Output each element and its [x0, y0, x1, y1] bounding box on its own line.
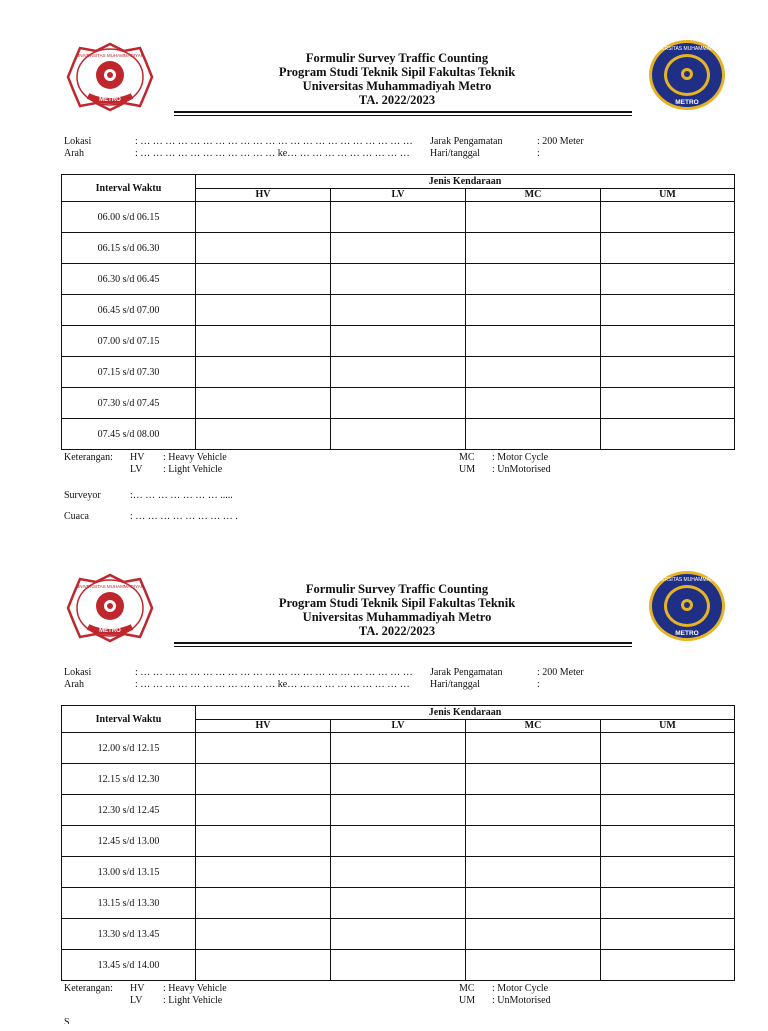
table-row: [62, 326, 735, 357]
count-cell-lv[interactable]: [331, 950, 466, 981]
table-row: [62, 733, 735, 764]
title-line-3: Universitas Muhammadiyah Metro: [302, 610, 492, 624]
table-row: [62, 826, 735, 857]
interval-cell: 07.00 s/d 07.15: [62, 326, 196, 357]
col-hv: HV: [196, 719, 331, 733]
interval-cell: 12.30 s/d 12.45: [62, 795, 196, 826]
table-row: [62, 950, 735, 981]
count-cell-mc[interactable]: [466, 857, 601, 888]
hari-label: Hari/tanggal: [430, 148, 480, 159]
table-row: [62, 264, 735, 295]
legend-label: Keterangan:: [64, 452, 113, 463]
count-cell-lv[interactable]: [331, 264, 466, 295]
col-um: UM: [601, 188, 735, 202]
count-cell-hv[interactable]: [196, 326, 331, 357]
count-cell-mc[interactable]: [466, 888, 601, 919]
count-cell-um[interactable]: [601, 795, 735, 826]
count-cell-hv[interactable]: [196, 857, 331, 888]
count-cell-um[interactable]: [601, 233, 735, 264]
col-hv: HV: [196, 188, 331, 202]
university-logo-red: [66, 573, 154, 643]
interval-cell: 06.30 s/d 06.45: [62, 264, 196, 295]
legend-um-desc: : UnMotorised: [492, 995, 551, 1006]
count-cell-lv[interactable]: [331, 388, 466, 419]
legend-lv-code: LV: [130, 464, 143, 475]
count-cell-lv[interactable]: [331, 357, 466, 388]
count-cell-hv[interactable]: [196, 950, 331, 981]
count-cell-um[interactable]: [601, 826, 735, 857]
lokasi-label: Lokasi: [64, 136, 92, 147]
count-cell-mc[interactable]: [466, 419, 601, 450]
vehicle-type-header: Jenis Kendaraan: [196, 706, 735, 720]
cuaca-value[interactable]: : … … … … … … … … .: [130, 511, 238, 522]
legend-hv-code: HV: [130, 983, 145, 994]
count-cell-mc[interactable]: [466, 764, 601, 795]
surveyor-label-cutoff: S: [64, 1017, 70, 1024]
interval-cell: 13.45 s/d 14.00: [62, 950, 196, 981]
count-cell-hv[interactable]: [196, 795, 331, 826]
count-cell-lv[interactable]: [331, 826, 466, 857]
traffic-count-table: [61, 174, 735, 450]
legend-mc-desc: : Motor Cycle: [492, 452, 549, 463]
count-cell-mc[interactable]: [466, 326, 601, 357]
count-cell-um[interactable]: [601, 295, 735, 326]
logo-right-text: UNIVERSITAS MUHAMMADIYAH: [649, 577, 725, 583]
header-rule-thick: [174, 642, 632, 644]
logo-left-text: UNIVERSITAS MUHAMMADIYAH: [75, 584, 145, 589]
legend-hv-desc: : Heavy Vehicle: [163, 452, 227, 463]
title-line-1: Formulir Survey Traffic Counting: [305, 582, 489, 596]
logo-left-text: UNIVERSITAS MUHAMMADIYAH: [75, 53, 145, 58]
title-line-4: TA. 2022/2023: [358, 624, 436, 638]
title-line-3: Universitas Muhammadiyah Metro: [302, 79, 492, 93]
jarak-value: : 200 Meter: [537, 667, 584, 678]
arah-value: : … … … … … … … … … … … ke… … … … … … … … … …: [135, 148, 410, 159]
col-lv: LV: [331, 188, 466, 202]
count-cell-mc[interactable]: [466, 950, 601, 981]
table-row: [62, 857, 735, 888]
count-cell-mc[interactable]: [466, 233, 601, 264]
legend-lv-desc: : Light Vehicle: [163, 995, 223, 1006]
table-row: [62, 233, 735, 264]
lokasi-label: Lokasi: [64, 667, 92, 678]
interval-header: Interval Waktu: [62, 706, 196, 733]
count-cell-mc[interactable]: [466, 264, 601, 295]
col-um: UM: [601, 719, 735, 733]
count-cell-lv[interactable]: [331, 419, 466, 450]
count-cell-hv[interactable]: [196, 264, 331, 295]
count-cell-hv[interactable]: [196, 826, 331, 857]
count-cell-mc[interactable]: [466, 919, 601, 950]
title-line-2: Program Studi Teknik Sipil Fakultas Teknik: [278, 596, 516, 610]
logo-right-sub: METRO: [675, 630, 699, 637]
table-row: [62, 388, 735, 419]
count-cell-lv[interactable]: [331, 326, 466, 357]
header-rule-thick: [174, 111, 632, 113]
legend-um-code: UM: [459, 464, 476, 475]
logo-right-sub: METRO: [675, 99, 699, 106]
col-mc: MC: [466, 719, 601, 733]
table-row: [62, 295, 735, 326]
legend-mc-code: MC: [459, 983, 475, 994]
count-cell-um[interactable]: [601, 950, 735, 981]
legend-mc-desc: : Motor Cycle: [492, 983, 549, 994]
table-row: [62, 764, 735, 795]
logo-left-sub: METRO: [99, 628, 121, 634]
table-row: [62, 795, 735, 826]
header-rule-thin: [174, 115, 632, 116]
count-cell-lv[interactable]: [331, 919, 466, 950]
vehicle-type-header: Jenis Kendaraan: [196, 175, 735, 189]
table-row: [62, 419, 735, 450]
count-cell-lv[interactable]: [331, 233, 466, 264]
form-title: [174, 582, 620, 638]
count-cell-mc[interactable]: [466, 733, 601, 764]
count-cell-um[interactable]: [601, 357, 735, 388]
interval-cell: 06.00 s/d 06.15: [62, 202, 196, 233]
count-cell-hv[interactable]: [196, 419, 331, 450]
count-cell-um[interactable]: [601, 264, 735, 295]
count-cell-hv[interactable]: [196, 733, 331, 764]
table-row: [62, 919, 735, 950]
col-lv: LV: [331, 719, 466, 733]
legend-um-desc: : UnMotorised: [492, 464, 551, 475]
interval-cell: 07.30 s/d 07.45: [62, 388, 196, 419]
count-cell-um[interactable]: [601, 388, 735, 419]
interval-cell: 07.45 s/d 08.00: [62, 419, 196, 450]
legend-lv-desc: : Light Vehicle: [163, 464, 223, 475]
interval-cell: 12.00 s/d 12.15: [62, 733, 196, 764]
lokasi-value: : … … … … … … … … … … … … … … … … … … … … … …: [135, 667, 413, 678]
interval-cell: 12.15 s/d 12.30: [62, 764, 196, 795]
title-line-1: Formulir Survey Traffic Counting: [305, 51, 489, 65]
interval-cell: 06.15 s/d 06.30: [62, 233, 196, 264]
count-cell-mc[interactable]: [466, 357, 601, 388]
arah-value: : … … … … … … … … … … … ke… … … … … … … … … …: [135, 679, 410, 690]
title-line-2: Program Studi Teknik Sipil Fakultas Teknik: [278, 65, 516, 79]
legend-um-code: UM: [459, 995, 476, 1006]
logo-right-text: UNIVERSITAS MUHAMMADIYAH: [649, 46, 725, 52]
surveyor-value[interactable]: :… … … … … … … .....: [130, 490, 233, 501]
title-line-4: TA. 2022/2023: [358, 93, 436, 107]
count-cell-lv[interactable]: [331, 295, 466, 326]
hari-label: Hari/tanggal: [430, 679, 480, 690]
count-cell-hv[interactable]: [196, 295, 331, 326]
traffic-count-table: [61, 705, 735, 981]
count-cell-lv[interactable]: [331, 764, 466, 795]
count-cell-lv[interactable]: [331, 888, 466, 919]
count-cell-um[interactable]: [601, 202, 735, 233]
count-cell-hv[interactable]: [196, 919, 331, 950]
header-rule-thin: [174, 646, 632, 647]
table-row: [62, 888, 735, 919]
form-title: [174, 51, 620, 107]
hari-value: :: [537, 679, 540, 690]
table-row: [62, 357, 735, 388]
col-mc: MC: [466, 188, 601, 202]
university-logo-blue: [646, 38, 728, 112]
lokasi-value: : … … … … … … … … … … … … … … … … … … … … … …: [135, 136, 413, 147]
cuaca-label: Cuaca: [64, 511, 89, 522]
legend-mc-code: MC: [459, 452, 475, 463]
interval-cell: 06.45 s/d 07.00: [62, 295, 196, 326]
count-cell-lv[interactable]: [331, 795, 466, 826]
interval-cell: 12.45 s/d 13.00: [62, 826, 196, 857]
surveyor-label: Surveyor: [64, 490, 101, 501]
count-cell-um[interactable]: [601, 919, 735, 950]
count-cell-um[interactable]: [601, 764, 735, 795]
jarak-value: : 200 Meter: [537, 136, 584, 147]
count-cell-lv[interactable]: [331, 857, 466, 888]
count-cell-um[interactable]: [601, 888, 735, 919]
interval-cell: 13.15 s/d 13.30: [62, 888, 196, 919]
arah-label: Arah: [64, 679, 84, 690]
count-cell-lv[interactable]: [331, 202, 466, 233]
university-logo-red: [66, 42, 154, 112]
table-row: [62, 202, 735, 233]
count-cell-hv[interactable]: [196, 233, 331, 264]
jarak-label: Jarak Pengamatan: [430, 136, 503, 147]
legend-hv-desc: : Heavy Vehicle: [163, 983, 227, 994]
count-cell-hv[interactable]: [196, 888, 331, 919]
hari-value: :: [537, 148, 540, 159]
count-cell-mc[interactable]: [466, 202, 601, 233]
count-cell-mc[interactable]: [466, 388, 601, 419]
count-cell-mc[interactable]: [466, 826, 601, 857]
logo-left-sub: METRO: [99, 97, 121, 103]
count-cell-um[interactable]: [601, 857, 735, 888]
interval-cell: 07.15 s/d 07.30: [62, 357, 196, 388]
count-cell-hv[interactable]: [196, 388, 331, 419]
count-cell-um[interactable]: [601, 326, 735, 357]
legend-hv-code: HV: [130, 452, 145, 463]
interval-cell: 13.00 s/d 13.15: [62, 857, 196, 888]
count-cell-hv[interactable]: [196, 357, 331, 388]
count-cell-hv[interactable]: [196, 202, 331, 233]
interval-header: Interval Waktu: [62, 175, 196, 202]
count-cell-um[interactable]: [601, 733, 735, 764]
arah-label: Arah: [64, 148, 84, 159]
count-cell-lv[interactable]: [331, 733, 466, 764]
legend-label: Keterangan:: [64, 983, 113, 994]
count-cell-mc[interactable]: [466, 795, 601, 826]
count-cell-hv[interactable]: [196, 764, 331, 795]
interval-cell: 13.30 s/d 13.45: [62, 919, 196, 950]
survey-form-2: [0, 531, 768, 1031]
count-cell-um[interactable]: [601, 419, 735, 450]
legend-lv-code: LV: [130, 995, 143, 1006]
count-cell-mc[interactable]: [466, 295, 601, 326]
university-logo-blue: [646, 569, 728, 643]
jarak-label: Jarak Pengamatan: [430, 667, 503, 678]
